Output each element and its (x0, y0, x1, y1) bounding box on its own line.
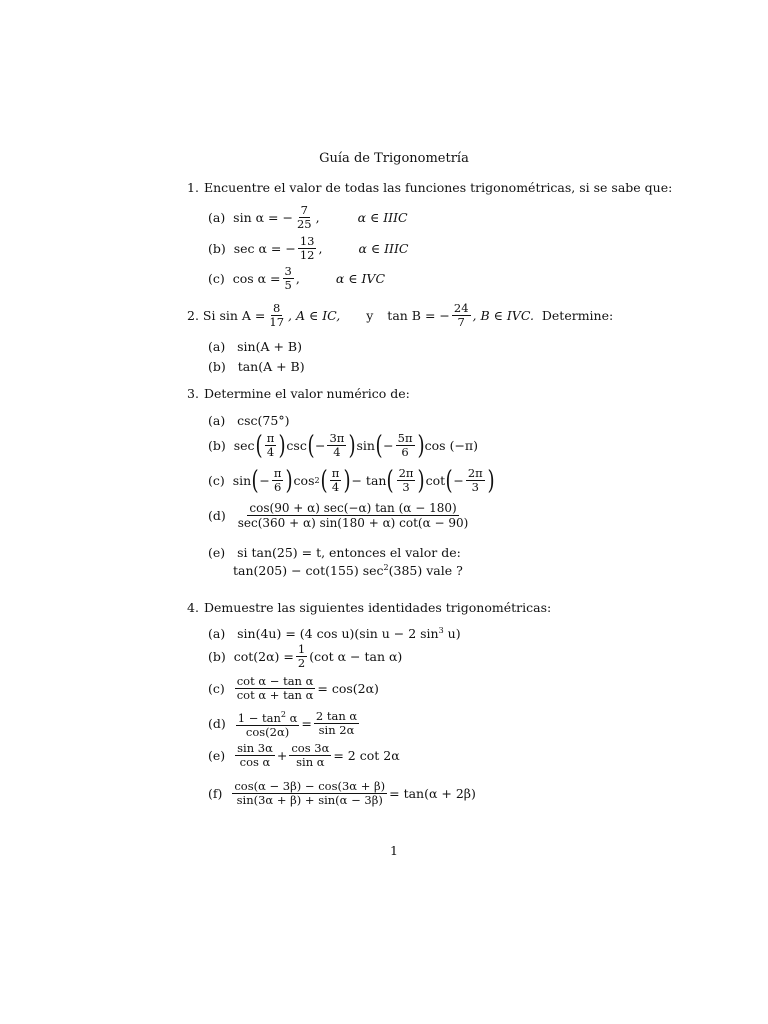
q2-y: y (366, 308, 374, 323)
page-title: Guía de Trigonometría (319, 151, 469, 166)
q4-e-label: (e) (208, 748, 226, 763)
q4-a-expr: sin(4u) = (4 cos u)(sin u − 2 sin (237, 626, 439, 641)
q3-b: (b) sec ( $\frac{\pi}{4}$ ) csc ( − $\frac{3\pi}{4}$ ) sin ( − $\frac{5\pi}{6}$ ) cos (−π) (208, 430, 479, 461)
q3-e-label: (e) (208, 545, 226, 560)
q2-fraction-a: $\frac{8}{17}$ (269, 301, 285, 329)
q2-b (208, 359, 305, 374)
q2-tan-b: tan B = − (387, 308, 450, 323)
q2-a-label: (a) (208, 339, 226, 354)
q4-b (208, 643, 402, 670)
q4-d-label: (d) (208, 716, 226, 731)
q4-d-equals: = (301, 716, 312, 731)
q4-d (208, 708, 361, 739)
q3-number: 3. (187, 386, 199, 401)
q4-e-fraction1: $\frac{\sin 3\alpha}{\text{cos α}}$ (237, 741, 273, 769)
q3-e-line1: si tan(25) = t, entonces el valor de: (237, 545, 461, 560)
q4-d-fraction1: $\frac{1 - \tan^2 \alpha}{\cos(2\alpha)}$ (237, 710, 298, 739)
q3-b-frac1: $\frac{\pi}{4}$ (266, 431, 275, 459)
q1-b-comma: , (318, 241, 323, 256)
q2-a (208, 339, 302, 354)
q4-d-fraction2: $\frac{\text{2 tan α}}{\sin 2\alpha}$ (315, 709, 358, 737)
q1-c-label: (c) (208, 271, 225, 286)
q3-b-frac2: $\frac{3\pi}{4}$ (329, 431, 345, 459)
q3-d-label: (d) (208, 508, 226, 523)
q2-number: 2. (187, 308, 199, 323)
q3-text: Determine el valor numérico de: (204, 386, 410, 401)
q3-c-frac4: $\frac{2\pi}{3}$ (467, 466, 483, 494)
q1-c-comma: , (295, 271, 300, 286)
q2-determine: Determine: (541, 308, 614, 323)
q1-c-condition: α ∈ IVC (335, 271, 386, 286)
q2-a-expr: sin(A + B) (237, 339, 302, 354)
q1-a-lhs: sin α = − (233, 210, 293, 225)
q3-c-sin: sin (232, 473, 252, 488)
q2-condition-b: , B ∈ IVC. (472, 308, 534, 323)
q4-b-label: (b) (208, 649, 226, 664)
q1-c (208, 265, 385, 292)
q4-b-rhs: (cot α − tan α) (309, 649, 403, 664)
q3-b-csc: csc (286, 438, 307, 453)
q3-c-tan: − tan (351, 473, 387, 488)
q4-c-fraction: $\frac{\text{cot α − tan α}}{\text{cot α + tan α}}$ (236, 674, 314, 702)
q3-a (208, 413, 289, 428)
q3-e (208, 545, 461, 560)
q4-c-label: (c) (208, 681, 225, 696)
q4-f-label: (f) (208, 786, 223, 801)
q4-f (208, 780, 476, 807)
q3-c-frac2: $\frac{\pi}{4}$ (331, 466, 340, 494)
q3-b-sin: sin (356, 438, 375, 453)
q4-a: (a) sin(4u) = (4 cos u)(sin u − 2 $\sin^3 u$) (208, 626, 461, 641)
q4-e-rhs: = 2 cot 2α (333, 748, 400, 763)
q4-f-rhs: = tan(α + 2β) (389, 786, 476, 801)
q1-c-lhs: cos α = (232, 271, 281, 286)
q3-c: (c) sin ( − $\frac{\pi}{6}$ ) cos 2 ( $\frac{\pi}{4}$ ) − tan ( $\frac{2\pi}{3}$ ) cot ( − $\frac{2\pi}{3}$ ) (208, 465, 495, 496)
q1-a-fraction: $\frac{7}{25}$ (296, 203, 312, 231)
q1-b-lhs: sec α = − (233, 241, 296, 256)
q3-e-line2: tan(205) − cot(155) $\sec^2(385)$ vale ? (233, 563, 463, 578)
q3-b-frac3: $\frac{5\pi}{6}$ (397, 431, 413, 459)
q2-statement (187, 302, 613, 329)
q4-e (208, 742, 400, 769)
q3-c-label: (c) (208, 473, 225, 488)
q3-c-frac1: $\frac{\pi}{6}$ (273, 466, 282, 494)
q2-si: Si sin A = (202, 308, 266, 323)
q3-a-label: (a) (208, 413, 226, 428)
q3-d-fraction: $\frac{\cos(90 + \alpha) \sec(-\alpha) \tan (\alpha - 180)}{\sec(360 + \alpha) \sin(180 + \alpha) \cot(\alpha - 90)}$ (237, 501, 469, 530)
q3-c-cot: cot (425, 473, 446, 488)
q4-f-fraction: $\frac{\cos(\alpha - 3\beta) - \cos(3\alpha + \beta)}{\sin(3\alpha + \beta) + \sin(\alpha - 3\beta)}$ (234, 779, 386, 807)
q1-b-condition: α ∈ IIIC (358, 241, 409, 256)
q2-fraction-b: $\frac{24}{7}$ (453, 301, 469, 329)
q1-b-label: (b) (208, 241, 226, 256)
q3-c-cos: cos (293, 473, 315, 488)
q4-a-label: (a) (208, 626, 226, 641)
q3-a-expr: csc(75°) (237, 413, 290, 428)
q2-b-expr: tan(A + B) (237, 359, 305, 374)
q1-a (208, 204, 408, 231)
q4-e-fraction2: $\frac{\cos 3\alpha}{\text{sin α}}$ (291, 741, 330, 769)
q4-b-lhs: cot(2α) = (233, 649, 294, 664)
page-number: 1 (390, 843, 398, 858)
q1-number: 1. (187, 180, 199, 195)
q1-a-condition: α ∈ IIIC (357, 210, 408, 225)
q3-b-label: (b) (208, 438, 226, 453)
q4-number: 4. (187, 600, 199, 615)
q2-b-label: (b) (208, 359, 226, 374)
q4-text: Demuestre las siguientes identidades trigonométricas: (204, 600, 552, 615)
q3-b-sec: sec (233, 438, 255, 453)
q1-b-fraction: $\frac{13}{12}$ (299, 234, 315, 262)
q2-condition-a: , A ∈ IC, (288, 308, 341, 323)
q4-b-fraction: $\frac{1}{2}$ (297, 642, 306, 670)
q1-b (208, 235, 409, 262)
q4-e-plus: + (276, 748, 288, 763)
q3-d (208, 501, 472, 530)
q3-c-frac3: $\frac{2\pi}{3}$ (398, 466, 414, 494)
q1-a-label: (a) (208, 210, 226, 225)
q4-c (208, 675, 379, 702)
q3-b-cos: cos (−π) (424, 438, 479, 453)
q1-text: Encuentre el valor de todas las funciones trigonométricas, si se sabe que: (204, 180, 673, 195)
q1-c-fraction: $\frac{3}{5}$ (284, 264, 292, 292)
q1-a-comma: , (315, 210, 320, 225)
q4-c-rhs: = cos(2α) (317, 681, 379, 696)
